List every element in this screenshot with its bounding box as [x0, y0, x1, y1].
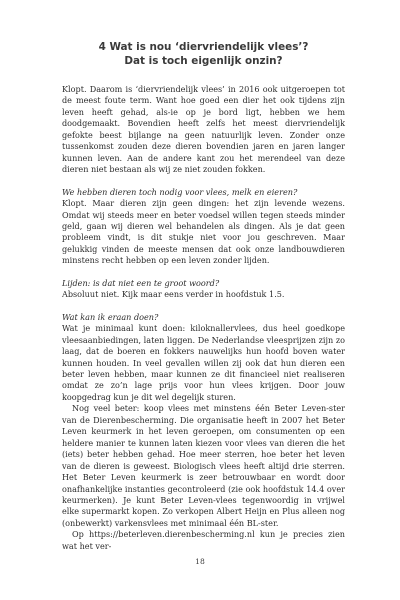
answer-paragraph: Wat je minimaal kunt doen: kiloknallervlees, dus heel goedkope vleesaanbiedingen, laten liggen. De Nederlandse vleesprijzen zijn zo laag, dat de boeren en fokkers nauwelijks hun hoofd boven water kunnen houden. In veel gevallen willen zij ook dat hun dieren een beter leven hebben, maar kunnen ze dit financieel niet realiseren omdat ze zo’n lage prijs voor hun vlees krijgen. Door jouw koopgedrag kun je dit wel degelijk sturen.: [62, 323, 345, 402]
intro-paragraph: Klopt. Daarom is ‘diervriendelijk vlees’ in 2016 ook uitgeroepen tot de meest foute term. Want hoe goed een dier het ook tijdens zijn leven heeft gehad, als-ie op je bord ligt, hebben we hem doodgemaakt. Bovendien heeft zelfs het meest diervriendelijk gefokte beest bijlange na geen natuurlijk leven. Zonder onze tussenkomst zouden deze dieren bovendien jaren en jaren langer kunnen leven. Aan de andere kant zou het merendeel van deze dieren niet bestaan als wij ze niet zouden fokken.: [62, 84, 345, 175]
answer-paragraph: Klopt. Maar dieren zijn geen dingen: het zijn levende wezens. Omdat wij steeds meer en beter voedsel willen tegen steeds minder geld, gaan wij dieren wel behandelen als dingen. Als je dat geen probleem vindt, is dit stukje niet voor jou geschreven. Maar gelukkig vinden de meeste mensen dat ook onze landbouwdieren minstens recht hebben op een leven zonder lijden.: [62, 198, 345, 266]
answer-paragraph: Absoluut niet. Kijk maar eens verder in hoofdstuk 1.5.: [62, 289, 285, 300]
question-heading: We hebben dieren toch nodig voor vlees, melk en eieren?: [62, 186, 298, 197]
question-heading: Lijden: is dat niet een te groot woord?: [62, 277, 220, 288]
answer-paragraph: Nog veel beter: koop vlees met minstens één Beter Leven-ster van de Dierenbescherming. Die organisatie heeft in 2007 het Beter Leven keurmerk in het leven geroepen, om consumenten op een heldere manier te kunnen laten kiezen voor vlees van dieren die het (iets) beter hebben gehad. Hoe meer sterren, hoe beter het leven van de dieren is geweest. Biologisch vlees heeft altijd drie sterren. Het Beter Leven keurmerk is zeer betrouwbaar en wordt door onafhankelijke instanties gecontroleerd (zie ook hoofdstuk 14.4 over keurmerken). Je kunt Beter Leven-vlees tegenwoordig in vrijwel elke supermarkt kopen. Zo verkopen Albert Heijn en Plus alleen nog (onbewerkt) varkensvlees met minimaal één BL-ster.: [62, 403, 345, 528]
chapter-title-line-2: Dat is toch eigenlijk onzin?: [124, 55, 283, 67]
question-heading: Wat kan ik eraan doen?: [62, 311, 159, 322]
chapter-title: [62, 40, 345, 68]
chapter-title-line-1: 4 Wat is nou ‘diervriendelijk vlees’?: [98, 41, 309, 53]
book-page: [62, 40, 345, 552]
answer-paragraph: Op https://beterleven.dierenbescherming.nl kun je precies zien wat het ver-: [62, 529, 345, 551]
page-number: 18: [195, 557, 205, 566]
